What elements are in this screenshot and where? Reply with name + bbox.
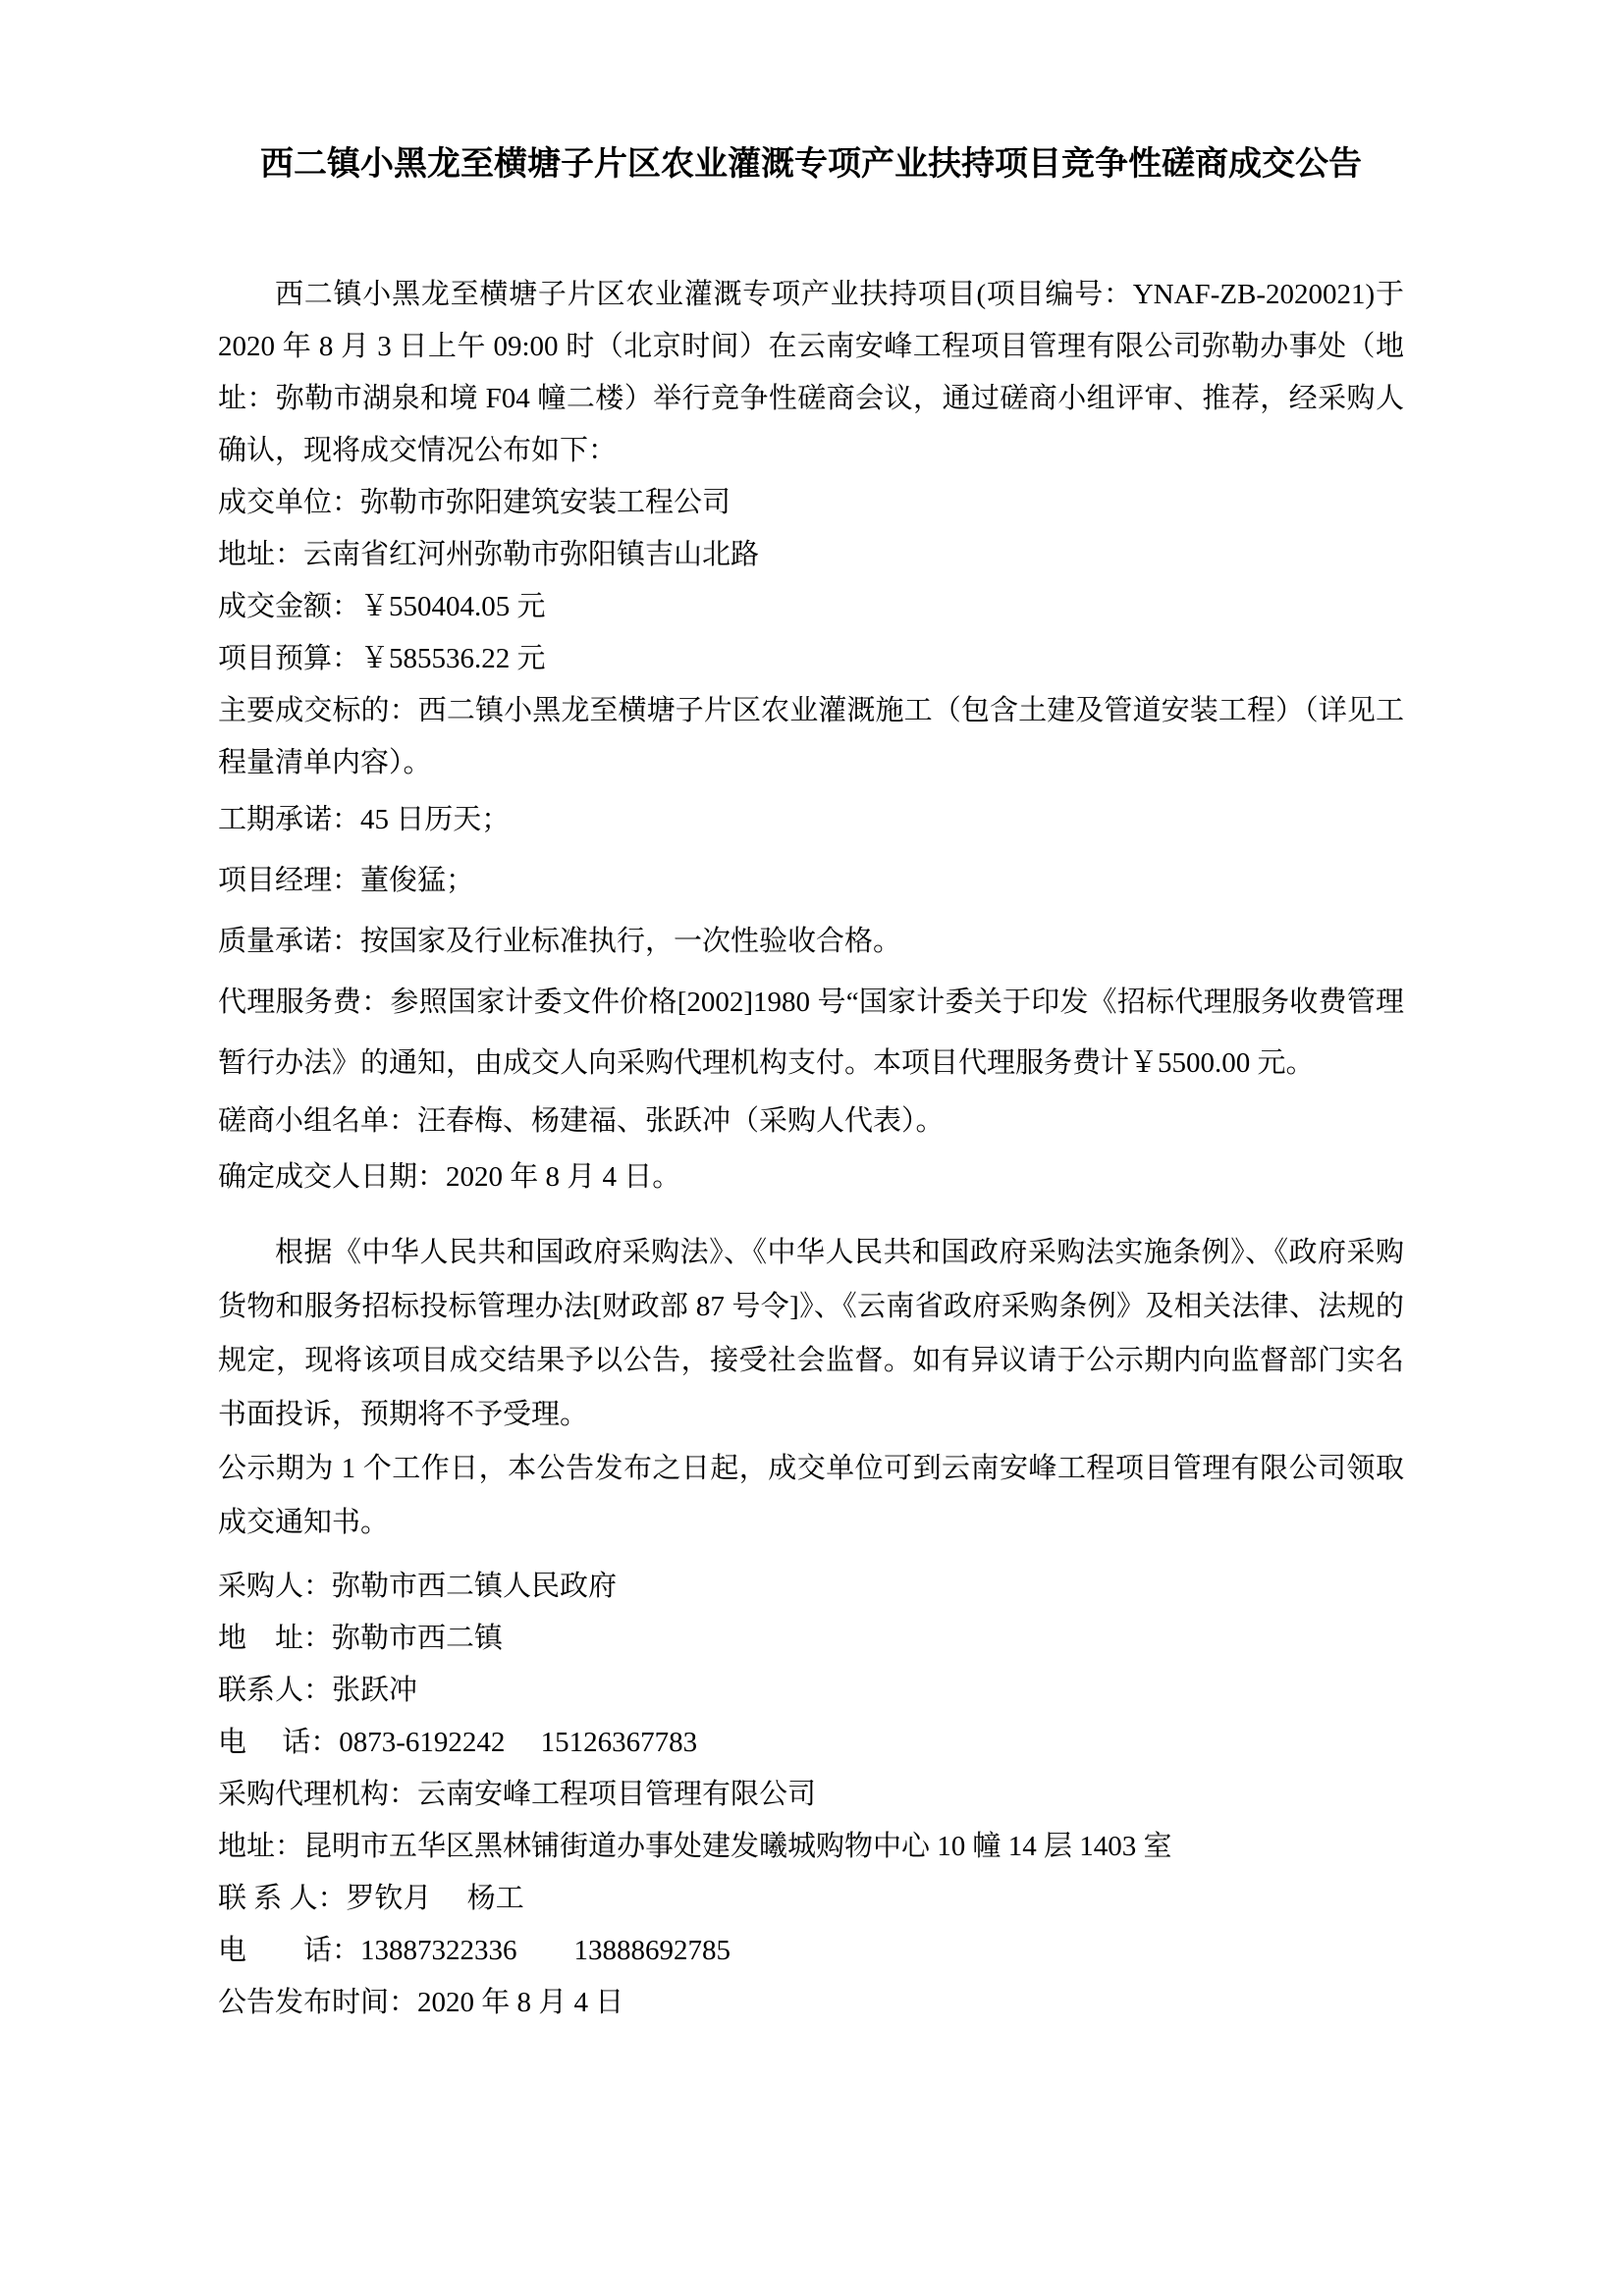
purchaser-address: 地 址：弥勒市西二镇	[218, 1623, 504, 1654]
legal-paragraph: 根据《中华人民共和国政府采购法》、《中华人民共和国政府采购法实施条例》、《政府采购货物和服务招标投标管理办法[财政部 87 号令]》、《云南省政府采购条例》及相关法律、法规的规定，现将该项目成交结果予以公告，接受社会监督。如有异议请于公示期内向监督部门实名书面投诉，预期将不予受理。	[218, 1237, 1404, 1430]
detail-line-address: 地址：云南省红河州弥勒市弥阳镇吉山北路	[218, 539, 760, 570]
award-details	[218, 477, 1404, 685]
commitments	[218, 789, 1404, 972]
commitment-quality: 质量承诺：按国家及行业标准执行，一次性验收合格。	[218, 926, 902, 957]
award-date-line: 确定成交人日期：2020 年 8 月 4 日。	[218, 1161, 681, 1193]
agency-address: 地址：昆明市五华区黑林铺街道办事处建发曦城购物中心 10 幢 14 层 1403 室	[218, 1831, 1172, 1862]
agency-contact: 联 系 人：罗钦月 杨工	[218, 1883, 524, 1914]
detail-line-amount: 成交金额：￥550404.05 元	[218, 591, 546, 622]
publicity-paragraph: 公示期为 1 个工作日，本公告发布之日起，成交单位可到云南安峰工程项目管理有限公司领取成交通知书。	[218, 1453, 1404, 1538]
purchaser-contact: 联系人：张跃冲	[218, 1675, 418, 1706]
panel-list-line: 磋商小组名单：汪春梅、杨建福、张跃冲（采购人代表）。	[218, 1105, 945, 1137]
detail-line-winner: 成交单位：弥勒市弥阳建筑安装工程公司	[218, 487, 731, 518]
agency-phone: 电 话：13887322336 13888692785	[218, 1935, 731, 1966]
detail-line-budget: 项目预算：￥585536.22 元	[218, 643, 546, 674]
agency-fee-paragraph: 代理服务费：参照国家计委文件价格[2002]1980 号“国家计委关于印发《招标代理服务收费管理暂行办法》的通知，由成交人向采购代理机构支付。本项目代理服务费计￥5500.00 元。	[218, 987, 1404, 1079]
intro-paragraph: 西二镇小黑龙至横塘子片区农业灌溉专项产业扶持项目(项目编号：YNAF-ZB-2020021)于 2020 年 8 月 3 日上午 09:00 时（北京时间）在云南安峰工程项目管理有限公司弥勒办事处（地址：弥勒市湖泉和境 F04 幢二楼）举行竞争性磋商会议，通过磋商小组评审、推荐，经采购人确认，现将成交情况公布如下：	[218, 279, 1404, 466]
subject-paragraph: 主要成交标的：西二镇小黑龙至横塘子片区农业灌溉施工（包含土建及管道安装工程）（详见工程量清单内容）。	[218, 695, 1404, 778]
document-content	[218, 145, 1404, 2029]
document-title: 西二镇小黑龙至横塘子片区农业灌溉专项产业扶持项目竞争性磋商成交公告	[260, 146, 1362, 183]
commitment-duration: 工期承诺：45 日历天；	[218, 804, 511, 835]
contact-block	[218, 1561, 1404, 2029]
purchaser-phone: 电 话：0873-6192242 15126367783	[218, 1727, 698, 1758]
commitment-manager: 项目经理：董俊猛；	[218, 865, 475, 896]
publish-date-line: 公告发布时间：2020 年 8 月 4 日	[218, 1987, 624, 2018]
purchaser-line: 采购人：弥勒市西二镇人民政府	[218, 1571, 618, 1602]
agency-line: 采购代理机构：云南安峰工程项目管理有限公司	[218, 1779, 817, 1810]
